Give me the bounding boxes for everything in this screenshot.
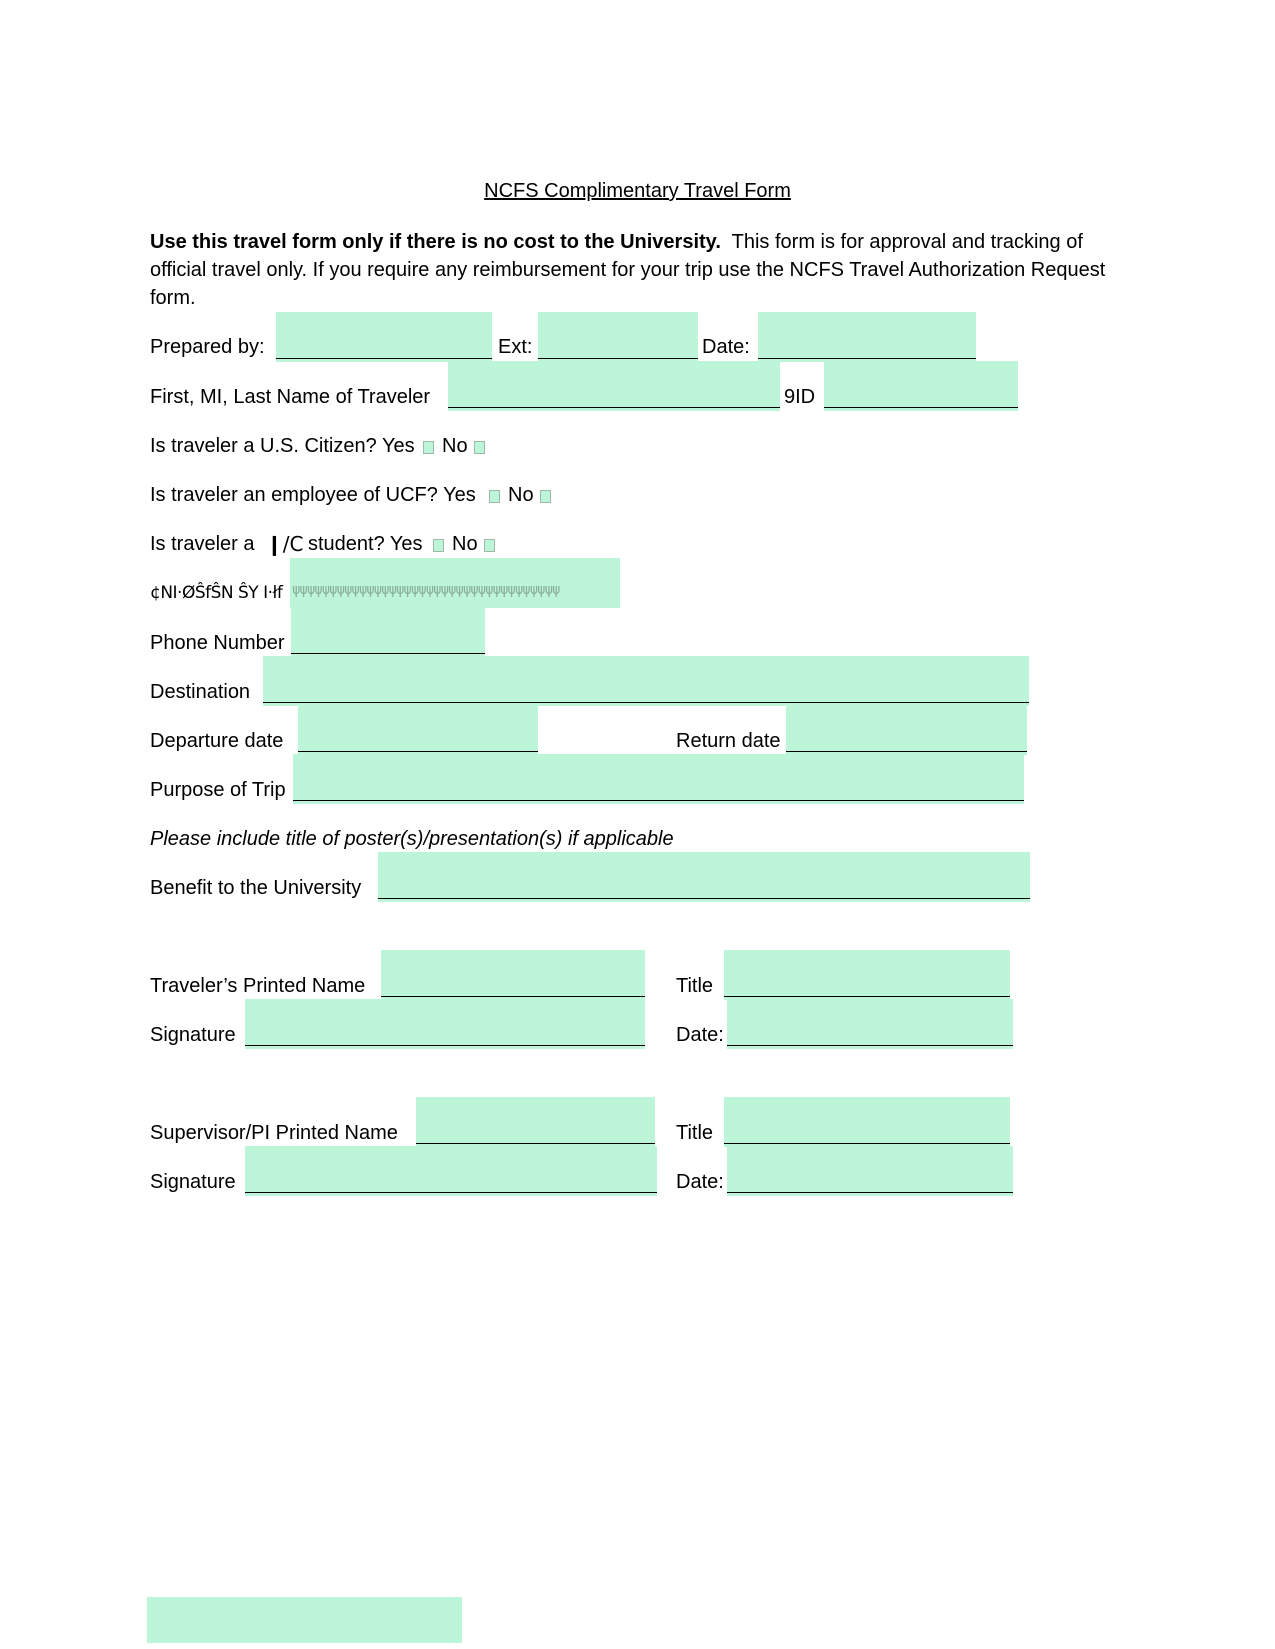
supervisor-signature-field[interactable]	[245, 1146, 657, 1196]
benefit-label: Benefit to the University	[150, 877, 362, 899]
intro-bold: Use this travel form only if there is no cost to the University.	[150, 231, 721, 253]
departure-field[interactable]	[298, 705, 538, 755]
destination-field[interactable]	[263, 656, 1029, 706]
destination-label: Destination	[150, 681, 251, 703]
phone-label: Phone Number	[150, 632, 285, 654]
garbled-field[interactable]	[290, 558, 620, 608]
garbled-label: ¢NI·ØŜfŜN ŜY I·łf	[150, 583, 283, 603]
student-question-mid: student? Yes	[308, 533, 423, 555]
traveler-title-label: Title	[676, 975, 714, 997]
supervisor-title-label: Title	[676, 1122, 714, 1144]
garbled-fill: ψψψψψψψψψψψψψψψψψψψψψψψψψψψψψψψψψψψψ	[292, 582, 560, 598]
intro-rest: This form is for approval and tracking of official travel only. If you require any reimbursement for your trip use the NCFS Travel Authorization Request form.	[150, 231, 1106, 309]
traveler-signature-field[interactable]	[245, 999, 645, 1049]
traveler-printed-name-field[interactable]	[381, 950, 645, 1000]
student-garbled-glyph: ❙/C	[266, 532, 304, 556]
bottom-extra-field[interactable]	[147, 1597, 462, 1643]
citizen-question: Is traveler a U.S. Citizen? Yes	[150, 435, 415, 457]
form-title: NCFS Complimentary Travel Form	[484, 180, 791, 202]
supervisor-date-field[interactable]	[727, 1146, 1013, 1196]
date-field[interactable]	[758, 312, 976, 362]
traveler-name-field[interactable]	[448, 361, 780, 411]
employee-yes-checkbox[interactable]	[489, 490, 500, 503]
student-yes-checkbox[interactable]	[433, 539, 444, 552]
nine-id-field[interactable]	[824, 361, 1018, 411]
student-no-label: No	[452, 533, 478, 555]
purpose-field[interactable]	[293, 754, 1024, 804]
student-no-checkbox[interactable]	[484, 539, 495, 552]
citizen-no-label: No	[442, 435, 468, 457]
purpose-label: Purpose of Trip	[150, 779, 286, 801]
traveler-date-field[interactable]	[727, 999, 1013, 1049]
departure-label: Departure date	[150, 730, 284, 752]
employee-no-label: No	[508, 484, 534, 506]
date-label: Date:	[702, 336, 750, 358]
nine-id-label: 9ID	[784, 386, 816, 408]
citizen-yes-checkbox[interactable]	[423, 441, 434, 454]
employee-question: Is traveler an employee of UCF? Yes	[150, 484, 476, 506]
student-question-start: Is traveler a	[150, 533, 255, 555]
supervisor-printed-name-field[interactable]	[416, 1097, 655, 1147]
traveler-title-field[interactable]	[724, 950, 1010, 1000]
traveler-signature-label: Signature	[150, 1024, 236, 1046]
citizen-no-checkbox[interactable]	[474, 441, 485, 454]
return-field[interactable]	[786, 705, 1027, 755]
purpose-note: Please include title of poster(s)/presentation(s) if applicable	[150, 828, 674, 850]
prepared-by-field[interactable]	[276, 312, 492, 362]
supervisor-title-field[interactable]	[724, 1097, 1010, 1147]
prepared-by-label: Prepared by:	[150, 336, 265, 358]
traveler-printed-name-label: Traveler’s Printed Name	[150, 975, 366, 997]
phone-field[interactable]	[291, 607, 485, 657]
supervisor-printed-name-label: Supervisor/PI Printed Name	[150, 1122, 398, 1144]
ext-label: Ext:	[498, 336, 533, 358]
benefit-field[interactable]	[378, 852, 1030, 902]
return-label: Return date	[676, 730, 781, 752]
employee-no-checkbox[interactable]	[540, 490, 551, 503]
traveler-name-label: First, MI, Last Name of Traveler	[150, 386, 431, 408]
ext-field[interactable]	[538, 312, 698, 362]
supervisor-date-label: Date:	[676, 1171, 724, 1193]
form-intro	[150, 228, 1125, 312]
traveler-date-label: Date:	[676, 1024, 724, 1046]
supervisor-signature-label: Signature	[150, 1171, 236, 1193]
